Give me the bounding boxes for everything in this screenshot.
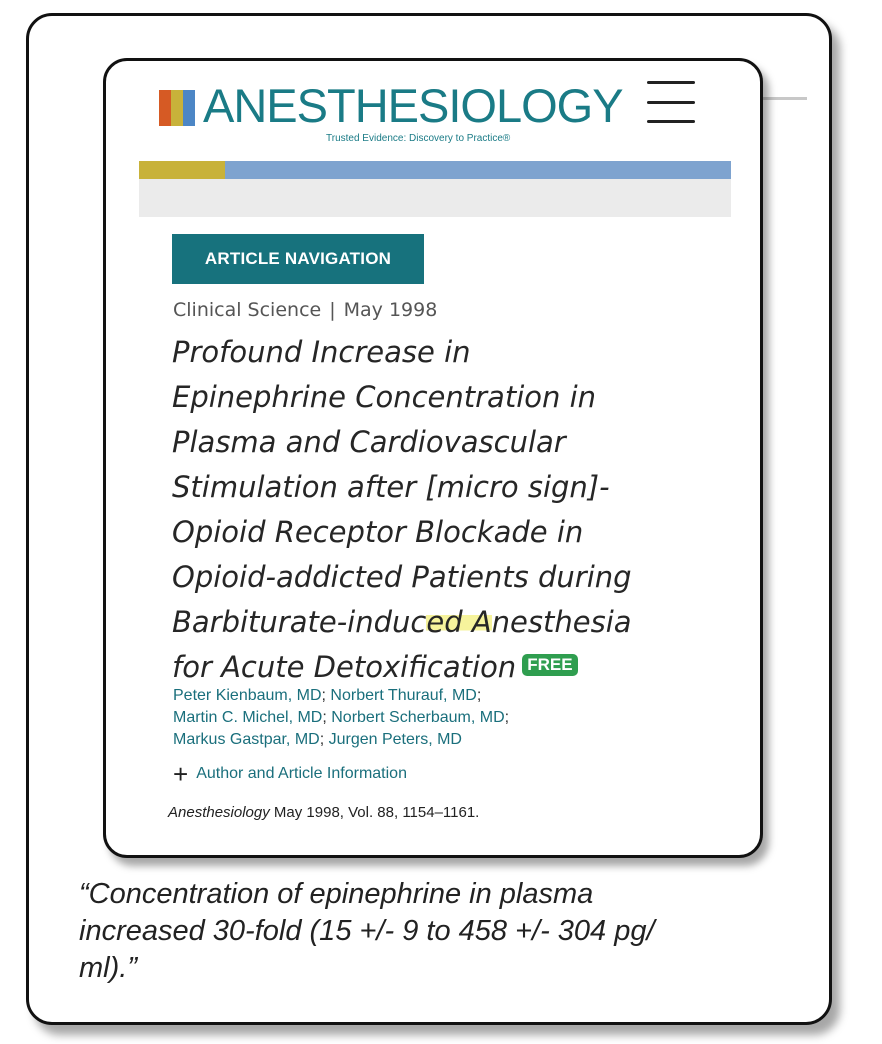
quote-line: ml).” xyxy=(79,952,137,984)
article-navigation-button[interactable]: ARTICLE NAVIGATION xyxy=(172,234,424,284)
title-line: Epinephrine Concentration in xyxy=(172,380,597,414)
site-header xyxy=(106,61,760,161)
article-category[interactable]: Clinical Science xyxy=(173,299,322,321)
title-line: Profound Increase in xyxy=(172,335,471,369)
author-line xyxy=(173,707,509,729)
author-link[interactable]: Martin C. Michel, MD xyxy=(173,709,323,726)
brand-color-strip xyxy=(139,161,731,179)
author-info-toggle[interactable] xyxy=(173,759,407,789)
quote-caption xyxy=(79,876,779,987)
author-link[interactable]: Markus Gastpar, MD xyxy=(173,731,320,748)
site-tagline: Trusted Evidence: Discovery to Practice® xyxy=(326,133,511,144)
citation xyxy=(168,804,479,821)
gray-band xyxy=(139,179,731,217)
logo-bar-orange xyxy=(159,90,171,126)
menu-bar xyxy=(647,101,695,104)
author-list xyxy=(173,685,509,751)
title-text: nesthesia xyxy=(491,605,632,639)
author-info-label: Author and Article Information xyxy=(196,765,407,782)
author-separator: ; xyxy=(321,687,331,704)
free-badge: FREE xyxy=(522,654,577,676)
citation-journal: Anesthesiology xyxy=(168,804,270,821)
author-link[interactable]: Norbert Thurauf, MD xyxy=(330,687,477,704)
author-link[interactable]: Norbert Scherbaum, MD xyxy=(331,709,505,726)
quote-line: increased 30-fold (15 +/- 9 to 458 +/- 304 pg/ xyxy=(79,915,655,947)
article-date: May 1998 xyxy=(343,299,438,321)
title-text: for Acute Detoxification xyxy=(172,650,517,684)
title-line: Plasma and Cardiovascular xyxy=(172,425,566,459)
author-separator: ; xyxy=(504,709,510,726)
author-separator: ; xyxy=(322,709,332,726)
site-logo-text[interactable]: ANESTHESIOLOGY xyxy=(203,79,623,132)
phone-screenshot xyxy=(103,58,763,858)
author-link[interactable]: Jurgen Peters, MD xyxy=(328,731,462,748)
article-meta xyxy=(173,299,437,321)
citation-details: May 1998, Vol. 88, 1154–1161. xyxy=(273,804,480,821)
menu-bar xyxy=(647,120,695,123)
title-line: Opioid Receptor Blockade in xyxy=(172,515,584,549)
logo-bar-gold xyxy=(171,90,183,126)
background-divider xyxy=(763,97,807,100)
quote-line: “Concentration of epinephrine in plasma xyxy=(79,878,594,910)
title-line xyxy=(172,645,712,690)
menu-bar xyxy=(647,81,695,84)
author-link[interactable]: Peter Kienbaum, MD xyxy=(173,687,322,704)
logo-mark-icon[interactable] xyxy=(159,90,195,126)
plus-icon: + xyxy=(173,759,189,789)
author-separator: ; xyxy=(319,731,329,748)
logo-bar-blue xyxy=(183,90,195,126)
title-text: Barbiturate-induc xyxy=(172,605,427,639)
article-title xyxy=(172,330,712,690)
author-separator: ; xyxy=(476,687,482,704)
hamburger-menu-icon[interactable] xyxy=(647,81,699,123)
author-line xyxy=(173,729,509,751)
text-highlight: ed A xyxy=(426,605,492,639)
title-line: Stimulation after [micro sign]- xyxy=(172,470,610,504)
meta-separator: | xyxy=(329,299,336,321)
author-line xyxy=(173,685,509,707)
strip-gold xyxy=(139,161,225,179)
strip-blue xyxy=(225,161,731,179)
title-line xyxy=(172,600,712,645)
title-line: Opioid-addicted Patients during xyxy=(172,560,632,594)
